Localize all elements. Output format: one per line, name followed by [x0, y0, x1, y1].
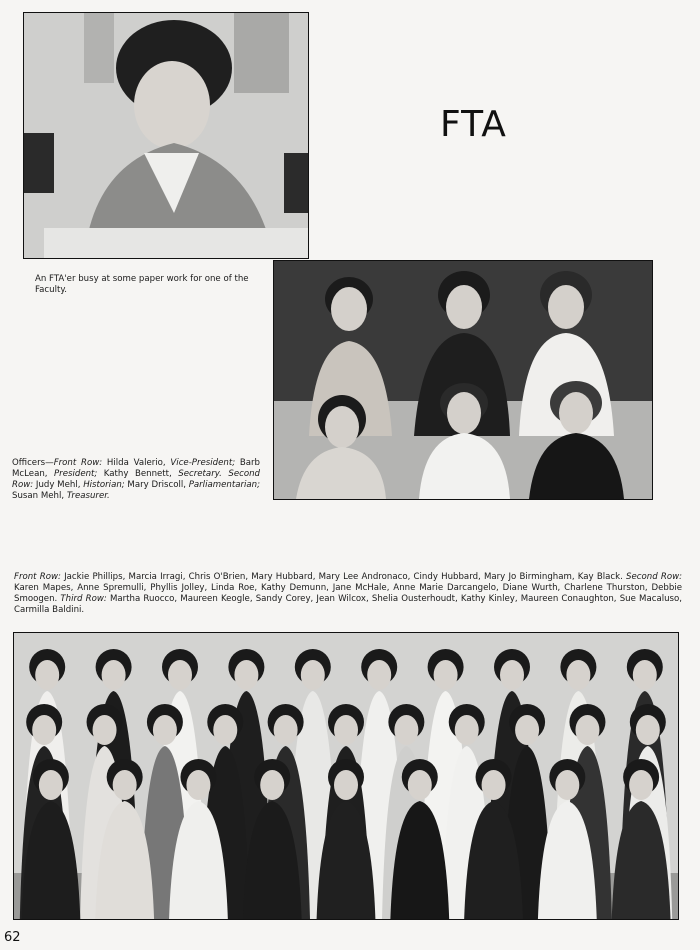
officers-front-member-2: Barb McLean, [12, 458, 261, 479]
officers-second-member-2: Mary Driscoll, [124, 480, 189, 490]
photo-student-at-desk-figure [24, 13, 308, 258]
group-front-row-label: Front Row: [14, 572, 61, 582]
officers-second-role-3: Treasurer. [66, 491, 110, 501]
officers-caption: Officers—Front Row: Hilda Valerio, Vice-President; Barb McLean, President; Kathy Bennett, Secretary. Second Row: Judy Mehl, Historian; Mary Driscoll, Parliamentarian; Susan Mehl, Treasurer. [12, 458, 261, 501]
officers-label: Officers [12, 458, 46, 468]
group-third-row-label: Third Row: [60, 594, 107, 604]
officers-front-role-1: Vice-President; [170, 458, 236, 468]
officers-second-role-1: Historian; [83, 480, 125, 490]
officers-front-role-2: President; [54, 469, 98, 479]
group-second-row-names: Karen Mapes, Anne Spremulli, Phyllis Jolley, Linda Roe, Kathy Demunn, Jane McHale, Anne Marie Darcangelo, Diane Wurth, Charlene Thurston, Debbie Smoogen. [14, 583, 682, 604]
group-front-row-names: Jackie Phillips, Marcia Irragi, Chris O'Brien, Mary Hubbard, Mary Lee Andronaco, Cindy Hubbard, Mary Jo Birmingham, Kay Black. [64, 572, 623, 582]
photo-officers [273, 260, 653, 500]
photo-student-at-desk [23, 12, 309, 259]
officers-front-role-3: Secretary. [178, 469, 222, 479]
photo-caption: An FTA'er busy at some paper work for one of the Faculty. [35, 274, 249, 295]
officers-front-member-1: Hilda Valerio, [106, 458, 171, 468]
officers-second-role-2: Parliamentarian; [188, 480, 260, 490]
officers-second-member-1: Judy Mehl, [35, 480, 84, 490]
photo-group-figures [14, 633, 678, 919]
photo-group [13, 632, 679, 920]
group-caption [14, 572, 682, 616]
officers-second-row-label: Second Row: [12, 469, 260, 490]
officers-front-member-3: Kathy Bennett, [97, 469, 179, 479]
group-third-row-names: Martha Ruocco, Maureen Keogle, Sandy Corey, Jean Wilcox, Shelia Ousterhoudt, Kathy Kinley, Maureen Conaughton, Sue Macaluso, Carmilla Baldini. [14, 594, 683, 615]
page-title: FTA [440, 104, 507, 145]
group-second-row-label: Second Row: [626, 572, 683, 582]
photo-officers-figures [274, 261, 652, 499]
officers-second-member-3: Susan Mehl, [12, 491, 67, 501]
page-number: 62 [4, 930, 21, 945]
officers-front-row-label: Front Row: [53, 458, 103, 468]
